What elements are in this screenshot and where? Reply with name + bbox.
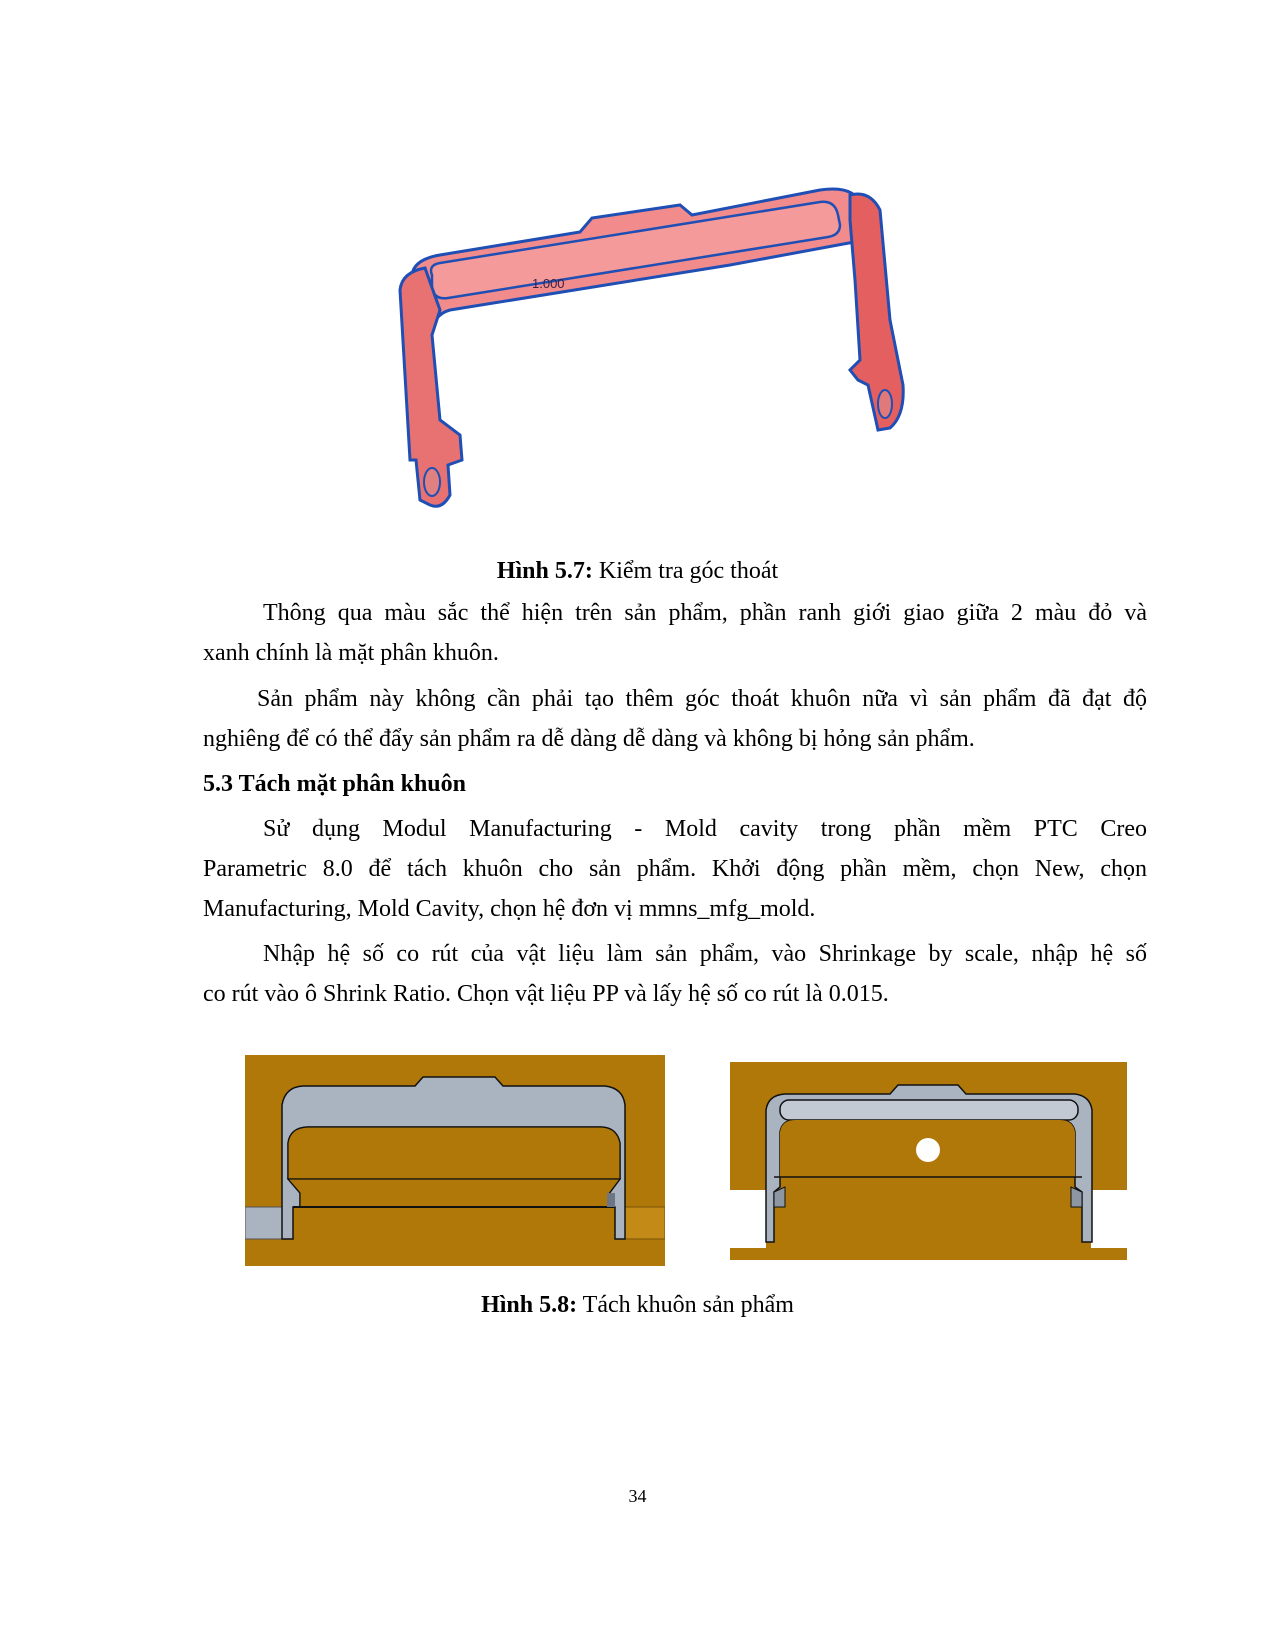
paragraph-shrinkage <box>203 934 1147 1014</box>
figure-5-7-caption <box>0 557 1275 585</box>
text-line: Manufacturing, Mold Cavity, chọn hệ đơn vị mmns_mfg_mold. <box>203 896 816 922</box>
page-number: 34 <box>628 1486 647 1506</box>
figure-5-8-caption-text: Tách khuôn sản phẩm <box>577 1292 794 1318</box>
figure-5-8-mold-core-image <box>245 1055 665 1266</box>
text-line: co rút vào ô Shrink Ratio. Chọn vật liệu PP và lấy hệ số co rút là 0.015. <box>203 981 889 1007</box>
draft-value-label: 1.000 <box>532 276 565 291</box>
figure-5-7-label: Hình 5.7: <box>496 558 593 584</box>
text-line: xanh chính là mặt phân khuôn. <box>203 640 499 666</box>
paragraph-no-draft-needed <box>203 679 1147 759</box>
text-line: Nhập hệ số co rút của vật liệu làm sản phẩm, vào Shrinkage by scale, nhập hệ số <box>263 941 1147 967</box>
paragraph-parting-line <box>203 593 1147 673</box>
figure-5-7-draft-check-image <box>380 160 960 520</box>
text-line: nghiêng để có thể đẩy sản phẩm ra dễ dàng dễ dàng và không bị hỏng sản phẩm. <box>203 726 975 752</box>
section-heading: 5.3 Tách mặt phân khuôn <box>203 771 466 797</box>
text-line: Parametric 8.0 để tách khuôn cho sản phẩm. Khởi động phần mềm, chọn New, chọn <box>203 856 1147 882</box>
figure-5-8-label: Hình 5.8: <box>481 1292 578 1318</box>
figure-5-8-caption <box>0 1291 1275 1319</box>
text-line: Sản phẩm này không cần phải tạo thêm góc thoát khuôn nữa vì sản phẩm đã đạt độ <box>257 686 1147 712</box>
figure-5-7-caption-text: Kiểm tra góc thoát <box>592 558 779 584</box>
text-line: Thông qua màu sắc thể hiện trên sản phẩm, phần ranh giới giao giữa 2 màu đỏ và <box>263 600 1147 626</box>
paragraph-mold-cavity-module <box>203 809 1147 929</box>
figure-5-8-mold-cavity-image <box>730 1062 1127 1260</box>
text-line: Sử dụng Modul Manufacturing - Mold cavity trong phần mềm PTC Creo <box>263 816 1147 842</box>
